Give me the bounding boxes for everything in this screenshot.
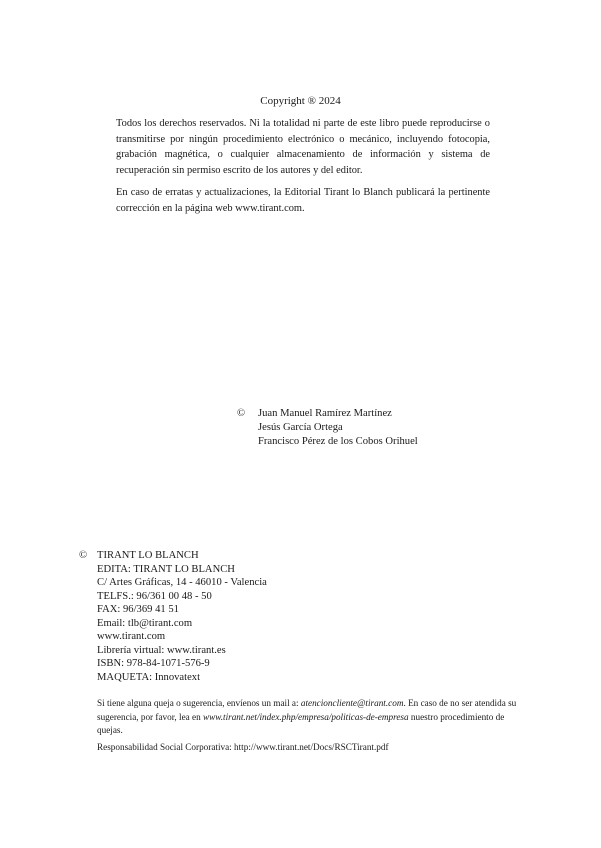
author-name: Francisco Pérez de los Cobos Orihuel	[258, 435, 418, 447]
author-name: Jesús García Ortega	[258, 421, 343, 433]
complaint-text: nuestro procedimiento de quejas.	[97, 711, 505, 736]
publisher-name: TIRANT LO BLANCH	[97, 550, 199, 561]
rights-paragraph: Todos los derechos reservados. Ni la totalidad ni parte de este libro puede reproducirse o transmitirse por ningún procedimiento electrónico o mecánico, incluyendo fotocopia, grabación magnética, o cualquier almacenamiento de información y sistema de recuperación sin permiso escrito de los autores y del editor.	[116, 118, 490, 176]
copyright-symbol: ©	[79, 550, 88, 561]
publisher-bookstore[interactable]: Librería virtual: www.tirant.es	[97, 644, 226, 656]
complaint-email-link[interactable]: atencioncliente@tirant.com	[300, 698, 404, 708]
layout-credit: MAQUETA: Innovatext	[97, 671, 201, 683]
complaint-text: Si tiene alguna queja o sugerencia, envíenos un mail a:	[97, 698, 301, 708]
complaint-policy-link[interactable]: www.tirant.net/index.php/empresa/politicas-de-empresa	[203, 711, 409, 722]
complaint-notice	[97, 697, 523, 738]
isbn: ISBN: 978-84-1071-576-9	[97, 658, 210, 669]
publisher-fax: FAX: 96/369 41 51	[97, 604, 179, 615]
csr-notice: Responsabilidad Social Corporativa: http://www.tirant.net/Docs/RSCTirant.pdf	[97, 742, 389, 752]
publisher-address: C/ Artes Gráficas, 14 - 46010 - Valencia	[97, 577, 267, 588]
rights-section	[116, 116, 490, 224]
authors-block	[237, 407, 418, 448]
publisher-details	[97, 549, 267, 684]
copyright-symbol: ©	[237, 408, 246, 419]
publisher-phones: TELFS.: 96/361 00 48 - 50	[97, 590, 212, 602]
publisher-edita: EDITA: TIRANT LO BLANCH	[97, 563, 235, 575]
publisher-block	[79, 549, 267, 684]
publisher-email[interactable]: Email: tlb@tirant.com	[97, 617, 193, 629]
copyright-notice: Copyright ® 2024	[260, 95, 341, 107]
publisher-website[interactable]: www.tirant.com	[97, 631, 166, 642]
errata-paragraph: En caso de erratas y actualizaciones, la Editorial Tirant lo Blanch publicará la pertinente corrección en la página web www.tirant.com.	[116, 187, 490, 214]
author-name: Juan Manuel Ramírez Martínez	[258, 408, 392, 419]
author-list	[258, 407, 418, 448]
complaint-text: . En caso de no ser atendida su sugerencia, por favor, lea en	[97, 698, 517, 722]
